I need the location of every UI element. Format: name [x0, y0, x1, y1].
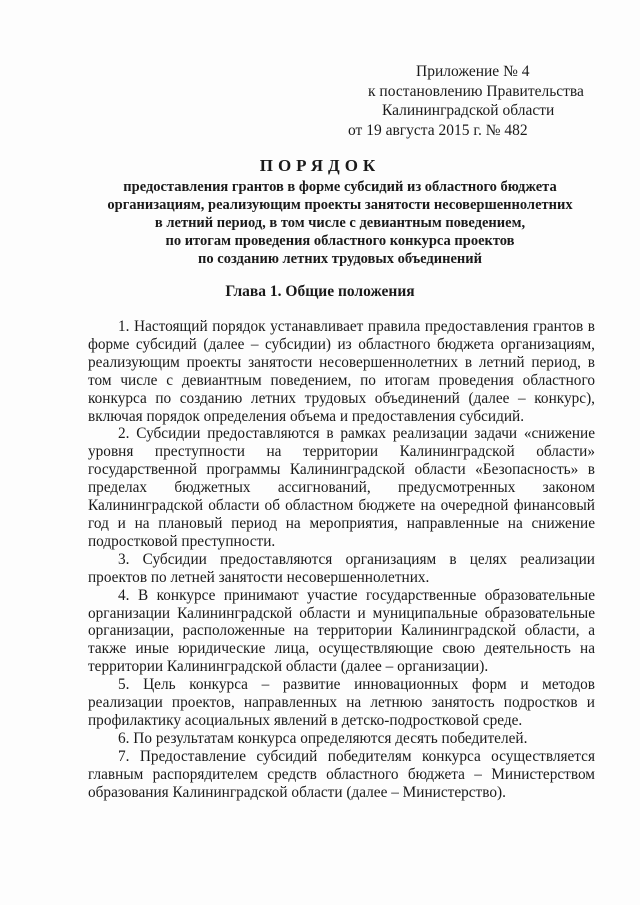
paragraph-2: 2. Субсидии предоставляются в рамках реализации задачи «снижение уровня преступности на территории Калининградской области» государственной программы Калининградской области «Безопасность» в пределах бюджетных ассигнований, предусмотренных законом Калининградской области об областном бюджете на очередной финансовый год и на плановый период на мероприятия, направленные на снижение подростковой преступности. [88, 425, 595, 550]
subtitle-line: по итогам проведения областного конкурса проектов [165, 233, 515, 249]
subtitle-line: организациям, реализующим проекты занятости несовершеннолетних [107, 197, 573, 213]
paragraph-3: 3. Субсидии предоставляются организациям в целях реализации проектов по летней занятости несовершеннолетних. [88, 550, 595, 586]
subtitle-line: в летний период, в том числе с девиантным поведением, [154, 215, 526, 231]
paragraph-7: 7. Предоставление субсидий победителям конкурса осуществляется главным распорядителем средств областного бюджета – Министерством образования Калининградской области (далее – Министерство). [88, 747, 595, 801]
paragraph-1: 1. Настоящий порядок устанавливает правила предоставления грантов в форме субсидий (далее – субсидии) из областного бюджета организациям, реализующим проекты занятости несовершеннолетних в летний период, в том числе с девиантным поведением, по итогам проведения областного конкурса по созданию летних трудовых объединений (далее – конкурс), включая порядок определения объема и предоставления субсидий. [88, 318, 595, 425]
appendix-number: Приложение № 4 [416, 63, 530, 80]
appendix-reference: к постановлению Правительства [368, 82, 584, 100]
chapter-heading: Глава 1. Общие положения [225, 283, 415, 300]
subtitle-line: по созданию летних трудовых объединений [198, 251, 482, 267]
paragraph-5: 5. Цель конкурса – развитие инновационных форм и методов реализации проектов, направленных на летнюю занятость подростков и профилактику асоциальных явлений в детско-подростковой среде. [88, 676, 595, 729]
appendix-date: от 19 августа 2015 г. № 482 [348, 121, 528, 139]
document-body [88, 318, 595, 801]
subtitle-line: предоставления грантов в форме субсидий из областного бюджета [123, 179, 557, 195]
document-subtitle [80, 178, 600, 268]
appendix-block [348, 62, 608, 140]
document-title: ПОРЯДОК [259, 156, 381, 175]
paragraph-6: 6. По результатам конкурса определяются десять победителей. [118, 729, 528, 747]
paragraph-4: 4. В конкурсе принимают участие государственные образовательные организации Калининградской области и муниципальные образовательные организации, расположенные на территории Калининградской области, а также иные юридические лица, осуществляющие свою деятельность на территории Калининградской области (далее – организации). [88, 586, 595, 676]
appendix-region: Калининградской области [382, 102, 555, 119]
